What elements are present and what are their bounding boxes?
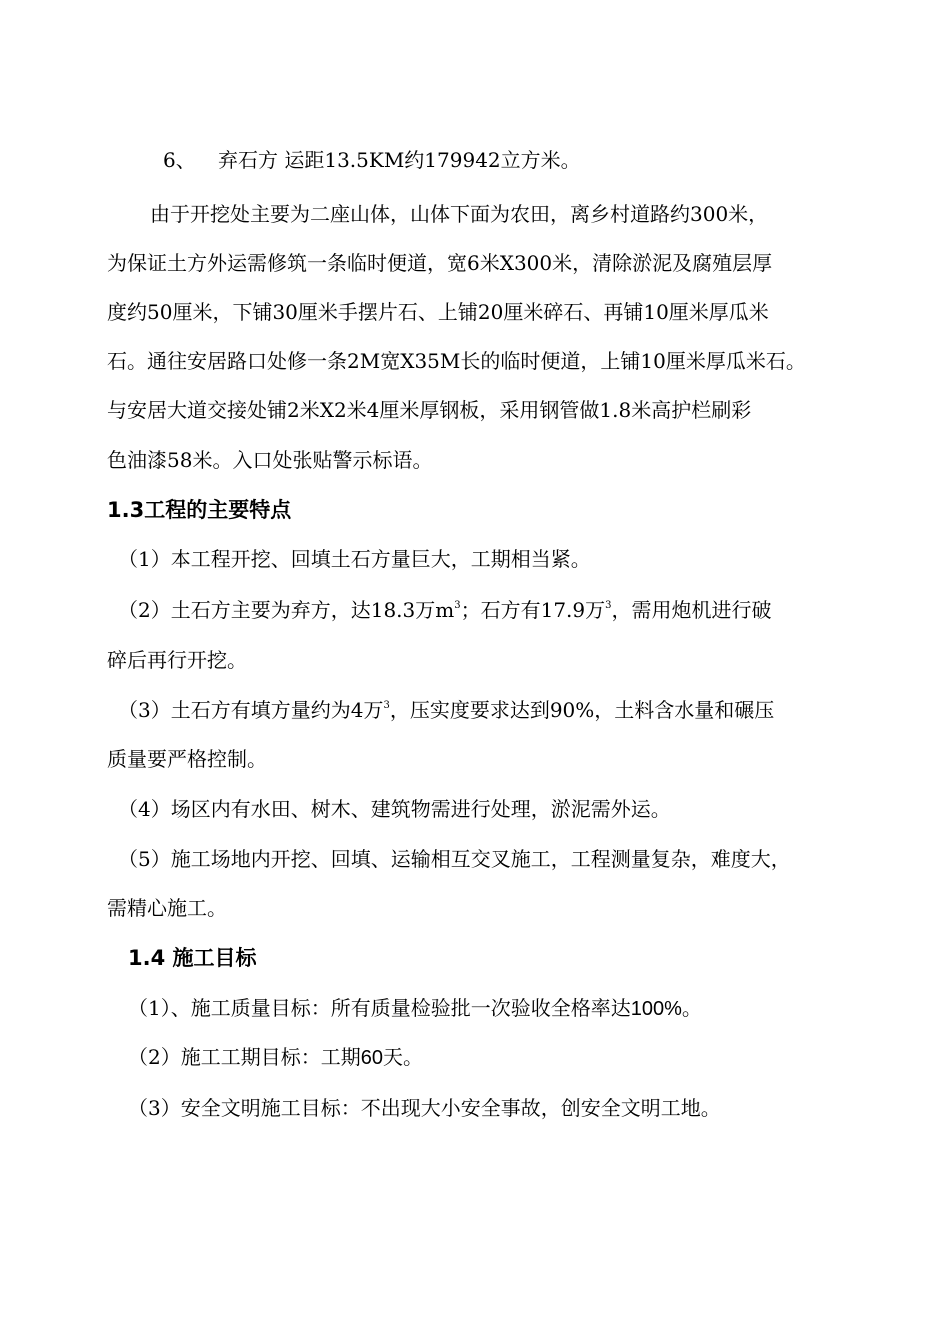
superscript: 3 — [383, 700, 390, 711]
feature-5: （5）施工场地内开挖、回填、运输相互交叉施工，工程测量复杂，难度大， — [118, 847, 791, 871]
feature-2-text-a: （2）土石方主要为弃方，达18.3万m — [118, 598, 455, 622]
goal-1 — [128, 995, 702, 1022]
feature-3-continued: 质量要严格控制。 — [107, 747, 267, 771]
goal-2 — [128, 1044, 423, 1071]
feature-2-text-c: ，需用炮机进行破 — [611, 598, 772, 622]
feature-4: （4）场区内有水田、树木、建筑物需进行处理，淤泥需外运。 — [118, 797, 671, 821]
item-6-text: 弃石方 运距13.5KM约179942立方米。 — [218, 148, 581, 172]
goal-3: （3）安全文明施工目标：不出现大小安全事故，创安全文明工地。 — [128, 1096, 721, 1120]
feature-5-continued: 需精心施工。 — [107, 896, 227, 920]
feature-2 — [118, 597, 772, 623]
feature-3 — [118, 697, 774, 723]
goal-1-percent: 100% — [630, 998, 682, 1020]
goal-2-days: 60 — [360, 1047, 383, 1069]
paragraph-line: 为保证土方外运需修筑一条临时便道，宽6米X300米，清除淤泥及腐殖层厚 — [107, 251, 773, 275]
feature-3-text-b: ，压实度要求达到90%，土料含水量和碾压 — [389, 698, 775, 722]
paragraph-line: 石。通往安居路口处修一条2M宽X35M长的临时便道，上铺10厘米厚瓜米石。 — [107, 349, 806, 373]
paragraph-line: 与安居大道交接处铺2米X2米4厘米厚钢板，采用钢管做1.8米高护栏刷彩 — [107, 398, 752, 422]
paragraph-line: 度约50厘米，下铺30厘米手摆片石、上铺20厘米碎石、再铺10厘米厚瓜米 — [107, 300, 769, 324]
feature-2-text-b: ；石方有17.9万 — [460, 598, 606, 622]
goal-2-text-c: 天。 — [382, 1045, 423, 1069]
superscript: 3 — [454, 600, 461, 611]
item-6-number: 6、 — [163, 148, 196, 172]
goal-2-text-a: （2）施工工期目标：工期 — [128, 1045, 361, 1069]
paragraph-line: 由于开挖处主要为二座山体，山体下面为农田，离乡村道路约300米， — [150, 202, 769, 226]
section-heading-1-4: 1.4 施工目标 — [128, 946, 257, 970]
feature-1: （1）本工程开挖、回填土石方量巨大，工期相当紧。 — [118, 547, 591, 571]
goal-1-text-c: 。 — [681, 996, 702, 1020]
feature-3-text-a: （3）土石方有填方量约为4万 — [118, 698, 384, 722]
superscript: 3 — [605, 600, 612, 611]
paragraph-line: 色油漆58米。入口处张贴警示标语。 — [107, 448, 433, 472]
goal-1-text-a: （1）、施工质量目标：所有质量检验批一次验收全格率达 — [128, 996, 631, 1020]
section-heading-1-3: 1.3工程的主要特点 — [107, 498, 292, 522]
feature-2-continued: 碎后再行开挖。 — [107, 648, 247, 672]
